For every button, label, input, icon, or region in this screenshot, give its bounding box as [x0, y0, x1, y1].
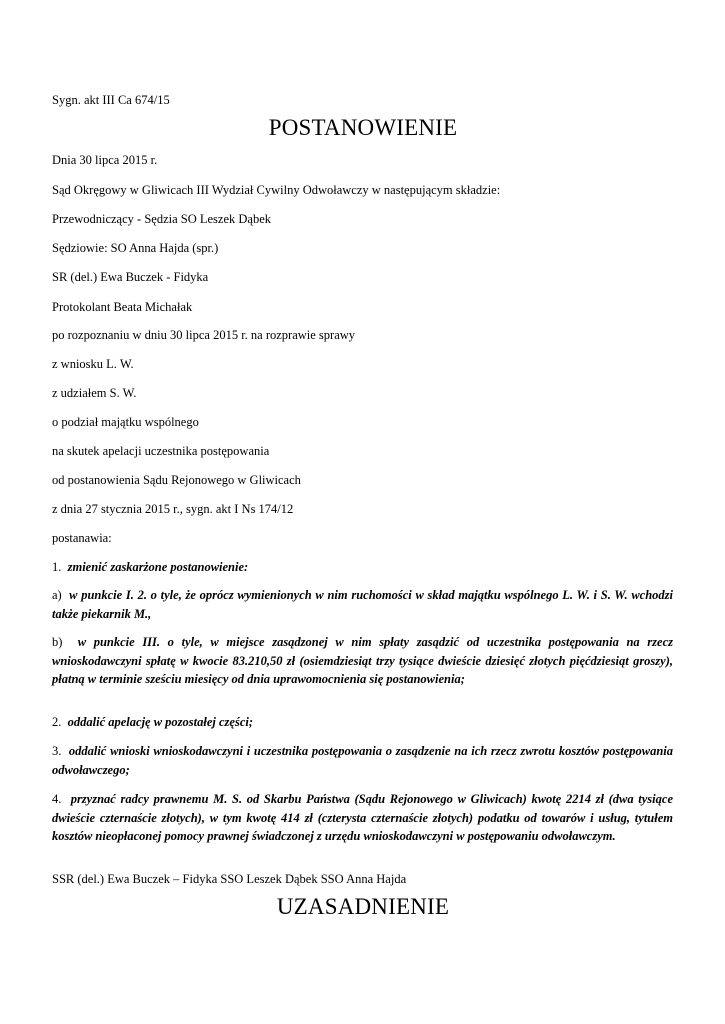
subject-line: o podział majątku wspólnego: [52, 415, 199, 429]
presiding-judge: Przewodniczący - Sędzia SO Leszek Dąbek: [52, 212, 272, 226]
case-signature: Sygn. akt III Ca 674/15: [52, 93, 170, 107]
section-title: UZASADNIENIE: [276, 894, 450, 919]
from-decision-line: od postanowienia Sądu Rejonowego w Gliwicach: [52, 473, 301, 487]
item-1a-text: w punkcie I. 2. o tyle, że oprócz wymienionych w nim ruchomości w skład majątku wspólnego L. W. i S. W. wchodzi także piekarnik M.,: [52, 588, 674, 621]
item-1b-number: b): [52, 635, 63, 649]
item-4-text: przyznać radcy prawnemu M. S. od Skarbu Państwa (Sądu Rejonowego w Gliwicach) kwotę 2214 zł (dwa tysiące dwieście czternaście złotych), w tym kwotę 414 zł (czterysta czternaście złotych) podatku od towarów i usług, tytułem kosztów nieopłaconej pomocy prawnej świadczonej z urzędu wnioskodawczyni w postępowaniu odwoławczym.: [52, 792, 673, 843]
item-1b: [52, 633, 673, 689]
date-line: Dnia 30 lipca 2015 r.: [52, 153, 158, 167]
item-3-text: oddalić wnioski wnioskodawczyni i uczestnika postępowania o zasądzenie na ich rzecz zwrotu kosztów postępowania odwoławczego;: [52, 744, 673, 777]
court-line: Sąd Okręgowy w Gliwicach III Wydział Cywilny Odwoławczy w następującym składzie:: [52, 183, 501, 197]
item-1a: [52, 586, 673, 623]
item-4-number: 4.: [52, 792, 62, 806]
decision-date-line: z dnia 27 stycznia 2015 r., sygn. akt I Ns 174/12: [52, 502, 294, 516]
judges: Sędziowie: SO Anna Hajda (spr.): [52, 241, 219, 255]
appeal-line: na skutek apelacji uczestnika postępowania: [52, 444, 270, 458]
hearing-line: po rozpoznaniu w dniu 30 lipca 2015 r. na rozprawie sprawy: [52, 328, 356, 342]
item-1-number: 1.: [52, 560, 62, 574]
decides-line: postanawia:: [52, 531, 112, 545]
item-1b-text: w punkcie III. o tyle, w miejsce zasądzonej w nim spłaty zasądzić od uczestnika postępowania na rzecz wnioskodawczyni spłatę w kwocie 83.210,50 zł (osiemdziesiąt trzy tysiące dwieście dziesięć złotych pięćdziesiąt groszy), płatną w terminie sześciu miesięcy od dnia uprawomocnienia się postanowienia;: [52, 635, 674, 686]
item-2-text: oddalić apelację w pozostałej części;: [67, 715, 254, 729]
item-2: [52, 713, 673, 732]
item-1-text: zmienić zaskarżone postanowienie:: [67, 560, 249, 574]
document-title: POSTANOWIENIE: [268, 115, 458, 140]
item-1: [52, 559, 248, 575]
applicant-line: z wniosku L. W.: [52, 357, 134, 371]
signatures-line: SSR (del.) Ewa Buczek – Fidyka SSO Leszek Dąbek SSO Anna Hajda: [52, 872, 407, 886]
item-3: [52, 742, 673, 779]
clerk: Protokolant Beata Michałak: [52, 300, 193, 314]
item-3-number: 3.: [52, 744, 62, 758]
item-4: [52, 790, 673, 846]
participant-line: z udziałem S. W.: [52, 386, 137, 400]
judge-2: SR (del.) Ewa Buczek - Fidyka: [52, 270, 209, 284]
item-2-number: 2.: [52, 715, 62, 729]
item-1a-number: a): [52, 588, 62, 602]
